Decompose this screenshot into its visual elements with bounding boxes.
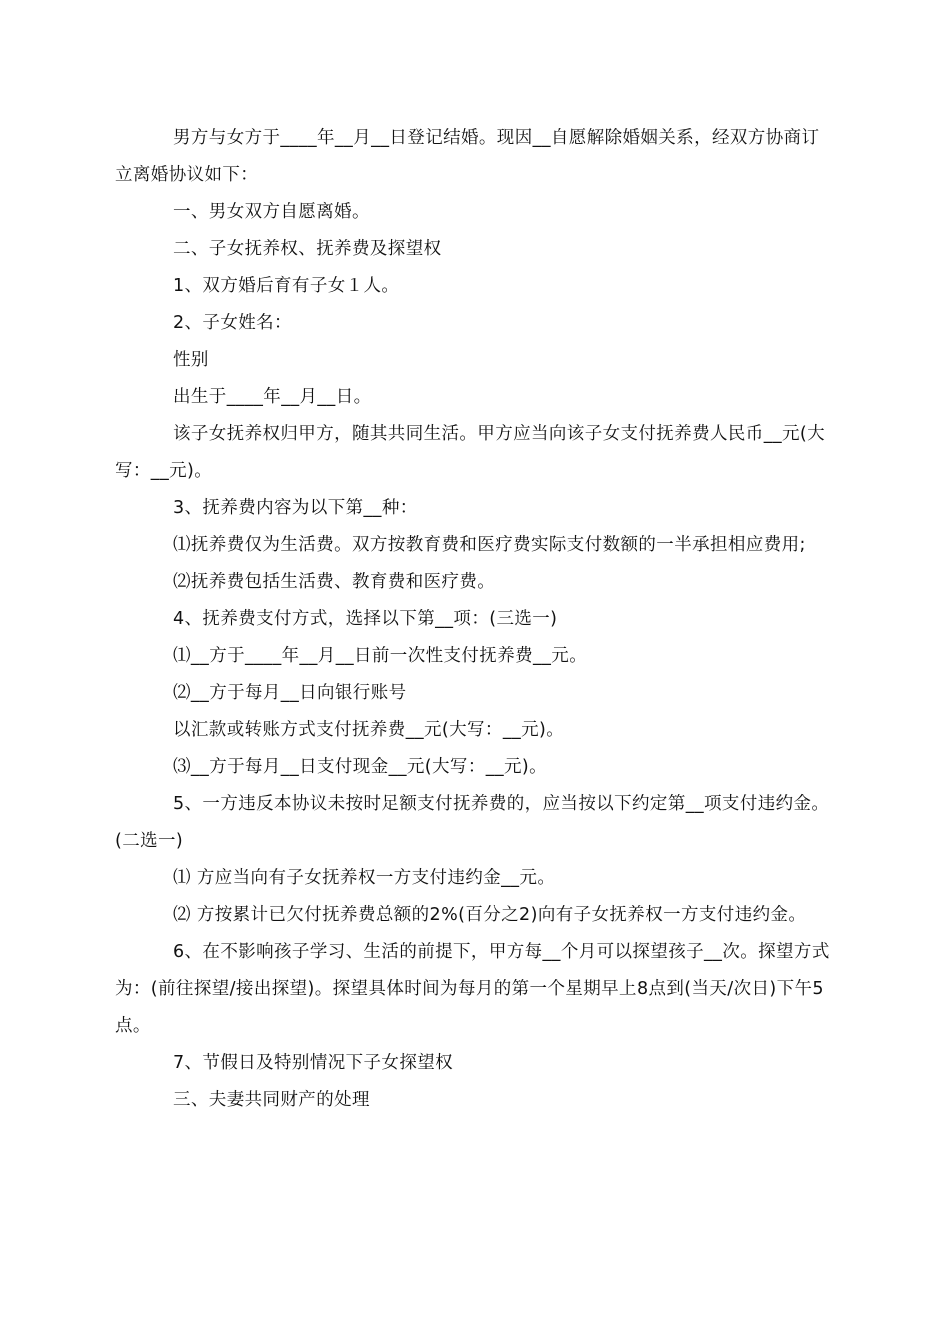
paragraph-article-3-heading: 三、夫妻共同财产的处理 xyxy=(173,1090,370,1110)
paragraph-penalty-option-2: ⑵ 方按累计已欠付抚养费总额的2%(百分之2)向有子女抚养权一方支付违约金。 xyxy=(173,905,807,925)
paragraph-article-2-heading: 二、子女抚养权、抚养费及探望权 xyxy=(173,239,442,259)
paragraph-child-gender: 性别 xyxy=(173,350,209,370)
paragraph-payment-option-2-cont: 以汇款或转账方式支付抚养费__元(大写：__元)。 xyxy=(173,720,565,740)
paragraph-payment-method: 4、抚养费支付方式，选择以下第__项：(三选一) xyxy=(173,609,558,629)
paragraph-support-option-1: ⑴抚养费仅为生活费。双方按教育费和医疗费实际支付数额的一半承担相应费用; xyxy=(173,535,806,555)
paragraph-child-birth: 出生于____年__月__日。 xyxy=(173,387,372,407)
paragraph-payment-option-2: ⑵__方于每月__日向银行账号 xyxy=(173,683,407,703)
paragraph-payment-option-3: ⑶__方于每月__日支付现金__元(大写：__元)。 xyxy=(173,757,548,777)
paragraph-article-1: 一、男女双方自愿离婚。 xyxy=(173,202,370,222)
paragraph-payment-option-1: ⑴__方于____年__月__日前一次性支付抚养费__元。 xyxy=(173,646,588,666)
paragraph-support-option-2: ⑵抚养费包括生活费、教育费和医疗费。 xyxy=(173,572,496,592)
paragraph-holiday-visitation: 7、节假日及特别情况下子女探望权 xyxy=(173,1053,454,1073)
paragraph-penalty: 5、一方违反本协议未按时足额支付抚养费的，应当按以下约定第__项支付违约金。(二选一) xyxy=(115,794,830,851)
paragraph-child-name: 2、子女姓名： xyxy=(173,313,292,333)
paragraph-children-count: 1、双方婚后育有子女１人。 xyxy=(173,276,400,296)
paragraph-intro: 男方与女方于____年__月__日登记结婚。现因__自愿解除婚姻关系，经双方协商订立离婚协议如下： xyxy=(115,128,820,185)
paragraph-penalty-option-1: ⑴ 方应当向有子女抚养权一方支付违约金__元。 xyxy=(173,868,556,888)
paragraph-visitation: 6、在不影响孩子学习、生活的前提下，甲方每__个月可以探望孩子__次。探望方式为：(前往探望/接出探望)。探望具体时间为每月的第一个星期早上8点到(当天/次日)下午5点。 xyxy=(115,942,830,1036)
paragraph-custody: 该子女抚养权归甲方，随其共同生活。甲方应当向该子女支付抚养费人民币__元(大写：__元)。 xyxy=(115,424,826,481)
paragraph-support-content: 3、抚养费内容为以下第__种： xyxy=(173,498,418,518)
agreement-body xyxy=(115,120,837,1119)
